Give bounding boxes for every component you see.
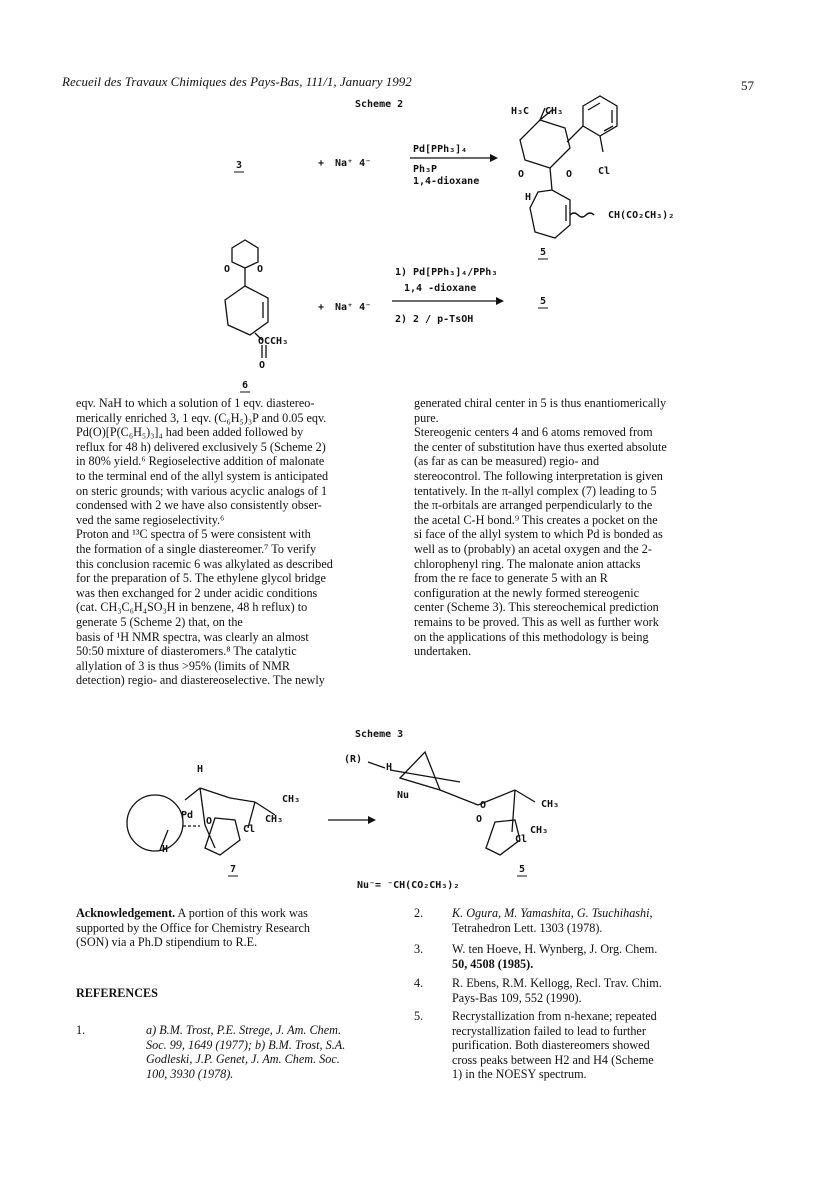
ref-num: 1.: [76, 1023, 86, 1037]
product-cl: Cl: [515, 834, 528, 845]
right-column: [414, 396, 714, 659]
right-line: Stereogenic centers 4 and 6 atoms removed from: [414, 425, 653, 440]
scheme3-figure: [0, 740, 821, 900]
second-product-label: 5: [540, 296, 547, 307]
left-line: this conclusion racemic 6 was alkylated as described: [76, 556, 333, 571]
product-5-label: 5: [540, 247, 547, 258]
product-ch3-c: CH₃: [541, 799, 560, 810]
ref-line: 50, 4508 (1985).: [452, 956, 534, 971]
reference-2: [414, 906, 714, 935]
ref-line: Soc. 99, 1649 (1977); b) B.M. Trost, S.A.: [146, 1037, 346, 1052]
product-ch3-d: CH₃: [530, 825, 549, 836]
complex-pd: Pd: [181, 810, 194, 821]
journal-header: Recueil des Travaux Chimiques des Pays-Bas, 111/1, January 1992: [62, 74, 412, 89]
complex-h-top: H: [197, 764, 204, 775]
left-line: Proton and ¹³C spectra of 5 were consistent with: [76, 527, 311, 542]
ref-num: 3.: [414, 942, 424, 956]
left-line: generate 5 (Scheme 2) that, on the: [76, 614, 243, 629]
reagent-dioxane: 1,4-dioxane: [413, 176, 480, 187]
scheme2-title: Scheme 2: [355, 99, 404, 110]
ref-line: 1) in the NOESY spectrum.: [452, 1067, 587, 1082]
product-nu: Nu: [397, 790, 410, 801]
product-5-label: 5: [519, 864, 526, 875]
left-line: ved the same regioselectivity.⁶: [76, 512, 225, 527]
right-line: chlorophenyl ring. The malonate anion attacks: [414, 556, 641, 571]
product-h: H: [386, 762, 393, 773]
right-line: well as to (probably) an acetal oxygen and the 2-: [414, 541, 652, 556]
reference-4: [414, 976, 714, 1005]
left-line: condensed with 2 we have also consistently obser-: [76, 498, 322, 513]
left-line: for the preparation of 5. The ethylene glycol bridge: [76, 571, 326, 586]
right-line: tentatively. In the π-allyl complex (7) leading to 5: [414, 483, 657, 498]
ref-line: Recrystallization from n-hexane; repeated: [452, 1009, 657, 1023]
second-nucleophile: Na⁺ 4⁻: [335, 302, 372, 313]
left-line: was then exchanged for 2 under acidic conditions: [76, 585, 318, 600]
step1-line1: 1) Pd[PPh₃]₄/PPh₃: [395, 267, 498, 278]
ack-text: A portion of this work was: [175, 906, 308, 920]
product-o: O: [480, 800, 487, 811]
left-line: on steric grounds; with various acyclic analogs of 1: [76, 483, 328, 498]
reactant-3-label: 3: [236, 160, 243, 171]
product-h: H: [525, 192, 532, 203]
right-line: configuration at the newly formed stereogenic: [414, 585, 640, 600]
right-line: the center of substitution have thus exerted absolute: [414, 439, 667, 454]
ref-num: 4.: [414, 976, 424, 990]
left-line: detection) regio- and diastereoselective. The newly: [76, 673, 325, 688]
right-line: pure.: [414, 410, 439, 425]
left-line: to the terminal end of the allyl system is anticipated: [76, 468, 329, 483]
right-line: generated chiral center in 5 is thus enantiomerically: [414, 396, 667, 410]
right-line: undertaken.: [414, 644, 472, 659]
right-line: from the re face to generate 5 with an R: [414, 571, 608, 586]
ref-num: 2.: [414, 906, 424, 920]
left-line: merically enriched 3, 1 eqv. (C₆H₅)₃P and 0.05 eqv.: [76, 410, 327, 425]
product-ch3: CH₃: [545, 106, 564, 117]
right-line: si face of the allyl system to which Pd is bonded as: [414, 527, 663, 542]
complex-h-bottom: H: [162, 844, 169, 855]
step2: 2) 2 / p-TsOH: [395, 314, 474, 325]
left-line: 50:50 mixture of diasteromers.⁸ The catalytic: [76, 644, 297, 659]
right-line: the acetal C-H bond.⁹ This creates a pocket on the: [414, 512, 658, 527]
product-5-scheme3-structure: [368, 752, 535, 855]
scheme2-figure: [0, 0, 821, 400]
ack-line: (SON) via a Ph.D stipendium to R.E.: [76, 935, 258, 950]
ref-line: a) B.M. Trost, P.E. Strege, J. Am. Chem.: [146, 1023, 341, 1037]
reactant-6-o: O: [259, 360, 266, 371]
complex-ch3-b: CH₃: [265, 814, 284, 825]
references-heading: REFERENCES: [76, 986, 158, 1000]
ref-line: Godleski, J.P. Genet, J. Am. Chem. Soc.: [146, 1052, 340, 1067]
left-line: eqv. NaH to which a solution of 1 eqv. diastereo-: [76, 396, 315, 410]
product-o1: O: [518, 169, 525, 180]
reference-5: [414, 1009, 714, 1082]
reference-3: [414, 942, 714, 971]
right-line: on the applications of this methodology is being: [414, 629, 649, 644]
plus-sign: +: [318, 158, 325, 169]
right-line: stereocontrol. The following interpretation is given: [414, 468, 663, 483]
left-line: basis of ¹H NMR spectra, was clearly an almost: [76, 629, 309, 644]
ack-heading: Acknowledgement.: [76, 906, 176, 920]
reactant-6-label: 6: [242, 380, 249, 391]
left-line: reflux for 48 h) delivered exclusively 5 (Scheme 2): [76, 439, 326, 454]
scheme3-title: Scheme 3: [355, 729, 404, 740]
left-line: (cat. CH₃C₆H₄SO₃H in benzene, 48 h reflux) to: [76, 600, 308, 615]
ack-line: supported by the Office for Chemistry Research: [76, 920, 310, 935]
complex-7-structure: [127, 788, 275, 855]
nu-definition: Nu⁻= ⁻CH(CO₂CH₃)₂: [357, 880, 460, 891]
left-line: the formation of a single diastereomer.⁷ To verify: [76, 541, 317, 556]
ref-line: Tetrahedron Lett. 1303 (1978).: [452, 920, 603, 935]
reactant-6-occh3: OCCH₃: [258, 336, 289, 347]
ref-line: K. Ogura, M. Yamashita, G. Tsuchihashi,: [452, 906, 653, 920]
right-line: the π-orbitals are arranged perpendicularly to the: [414, 498, 653, 513]
left-line: allylation of 3 is thus >95% (limits of NMR: [76, 658, 291, 673]
complex-ch3-a: CH₃: [282, 794, 301, 805]
right-line: center (Scheme 3). This stereochemical prediction: [414, 600, 659, 615]
right-line: (as far as can be measured) regio- and: [414, 454, 600, 469]
nucleophile: Na⁺ 4⁻: [335, 158, 372, 169]
left-line: in 80% yield.⁶ Regioselective addition of malonate: [76, 454, 325, 469]
ref-line: purification. Both diastereomers showed: [452, 1038, 650, 1053]
left-column: [76, 396, 386, 688]
ref-line: cross peaks between H2 and H4 (Scheme: [452, 1052, 654, 1067]
product-r-label: (R): [344, 754, 363, 765]
page-number: 57: [741, 78, 754, 93]
reagent-pd: Pd[PPh₃]₄: [413, 144, 468, 155]
reactant-6-o1: O: [224, 264, 231, 275]
complex-cl: Cl: [243, 824, 256, 835]
complex-o: O: [206, 816, 213, 827]
step1-line2: 1,4 -dioxane: [404, 283, 477, 294]
product-o2: O: [566, 169, 573, 180]
ref-line: R. Ebens, R.M. Kellogg, Recl. Trav. Chim.: [452, 976, 662, 990]
ref-line: recrystallization failed to lead to further: [452, 1023, 646, 1038]
left-line: Pd(O)[P(C₆H₅)₃]₄ had been added followed by: [76, 425, 304, 440]
product-cl: Cl: [598, 166, 611, 177]
reactant-6-o2: O: [257, 264, 264, 275]
ref-line: 100, 3930 (1978).: [146, 1066, 234, 1081]
product-o2: O: [476, 814, 483, 825]
ref-line: Pays-Bas 109, 552 (1990).: [452, 990, 582, 1005]
product-h3c: H₃C: [511, 106, 530, 117]
right-line: remains to be proved. This as well as further work: [414, 614, 659, 629]
reagent-ph3p: Ph₃P: [413, 164, 438, 175]
acknowledgement: [76, 906, 386, 950]
product-malonate: CH(CO₂CH₃)₂: [608, 210, 675, 221]
second-plus-sign: +: [318, 302, 325, 313]
ref-line: W. ten Hoeve, H. Wynberg, J. Org. Chem.: [452, 942, 658, 956]
complex-7-label: 7: [230, 864, 237, 875]
ref-num: 5.: [414, 1009, 424, 1023]
